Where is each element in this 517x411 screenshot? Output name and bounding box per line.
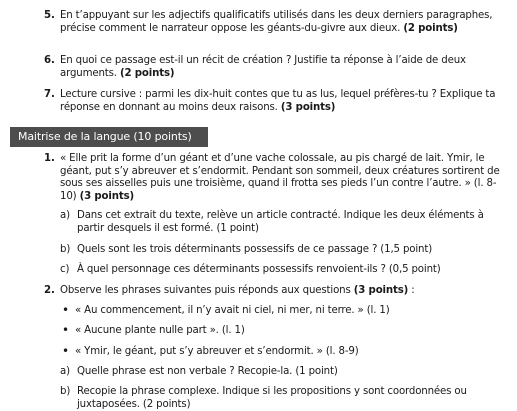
subquestion-text: Recopie la phrase complexe. Indique si les propositions y sont coordonnées ou juxtaposées. (2 points) [77,386,467,410]
question-points: (3 points) [280,101,336,113]
bullet-icon: • [62,303,69,317]
bullet-item [62,325,502,338]
subquestion-letter: a) [60,210,70,221]
question-7 [28,89,506,114]
question-number: 5. [44,10,55,21]
subquestion-text: Dans cet extrait du texte, relève un article contracté. Indique les deux éléments à partir desquels il est formé. (1 point) [77,210,484,234]
question-1 [28,153,506,203]
question-text: « Elle prit la forme d’un géant et d’une vache colossale, au pis chargé de lait. Ymir, le géant, put s’y abreuver et s’endormit. Pendant son sommeil, deux créatures sortirent de sous ses aisselles puis une troisième, quand il frotta ses pieds l’un contre l’autre. » (l. 8-10) (3 points) [60,153,500,202]
subquestion-1c [60,264,500,277]
question-text: Observe les phrases suivantes puis réponds aux questions (3 points) : [60,285,415,296]
bullet-item [62,346,502,359]
bullet-text: « Au commencement, il n’y avait ni ciel, ni mer, ni terre. » (l. 1) [75,305,390,316]
question-5 [28,10,506,35]
question-6 [28,55,506,80]
question-2 [28,285,506,298]
section-header: Maitrise de la langue (10 points) [10,127,208,147]
question-points: (3 points) [79,190,134,202]
bullet-text: « Aucune plante nulle part ». (l. 1) [75,325,245,336]
subquestion-text: Quels sont les trois déterminants possessifs de ce passage ? (1,5 point) [77,244,433,255]
subquestion-1b [60,244,500,257]
bullet-item [62,305,502,318]
question-text: En quoi ce passage est-il un récit de création ? Justifie ta réponse à l’aide de deux arguments. (2 points) [60,55,466,79]
question-text: Lecture cursive : parmi les dix-huit contes que tu as lus, lequel préfères-tu ? Explique ta réponse en donnant au moins deux raisons. (3 points) [60,89,496,113]
bullet-icon: • [62,344,69,358]
subquestion-letter: b) [60,386,71,397]
subquestion-1a [60,210,500,235]
subquestion-letter: a) [60,366,70,377]
subquestion-text: Quelle phrase est non verbale ? Recopie-la. (1 point) [77,366,338,377]
subquestion-letter: c) [60,264,70,275]
question-points: (2 points) [403,22,458,34]
question-number: 6. [44,55,55,66]
subquestion-text: À quel personnage ces déterminants possessifs renvoient-ils ? (0,5 point) [77,264,441,275]
question-points: (2 points) [119,67,175,79]
subquestion-letter: b) [60,244,71,255]
question-text: En t’appuyant sur les adjectifs qualificatifs utilisés dans les deux derniers paragraphes, précise comment le narrateur oppose les géants-du-givre aux dieux. (2 points) [60,10,493,34]
bullet-icon: • [62,323,69,337]
question-points: (3 points) [353,285,409,296]
subquestion-2a [60,366,500,379]
bullet-text: « Ymir, le géant, put s’y abreuver et s’endormit. » (l. 8-9) [75,346,359,357]
question-number: 1. [44,153,55,164]
subquestion-2b [60,386,500,411]
question-number: 7. [44,89,55,100]
question-number: 2. [44,285,55,296]
